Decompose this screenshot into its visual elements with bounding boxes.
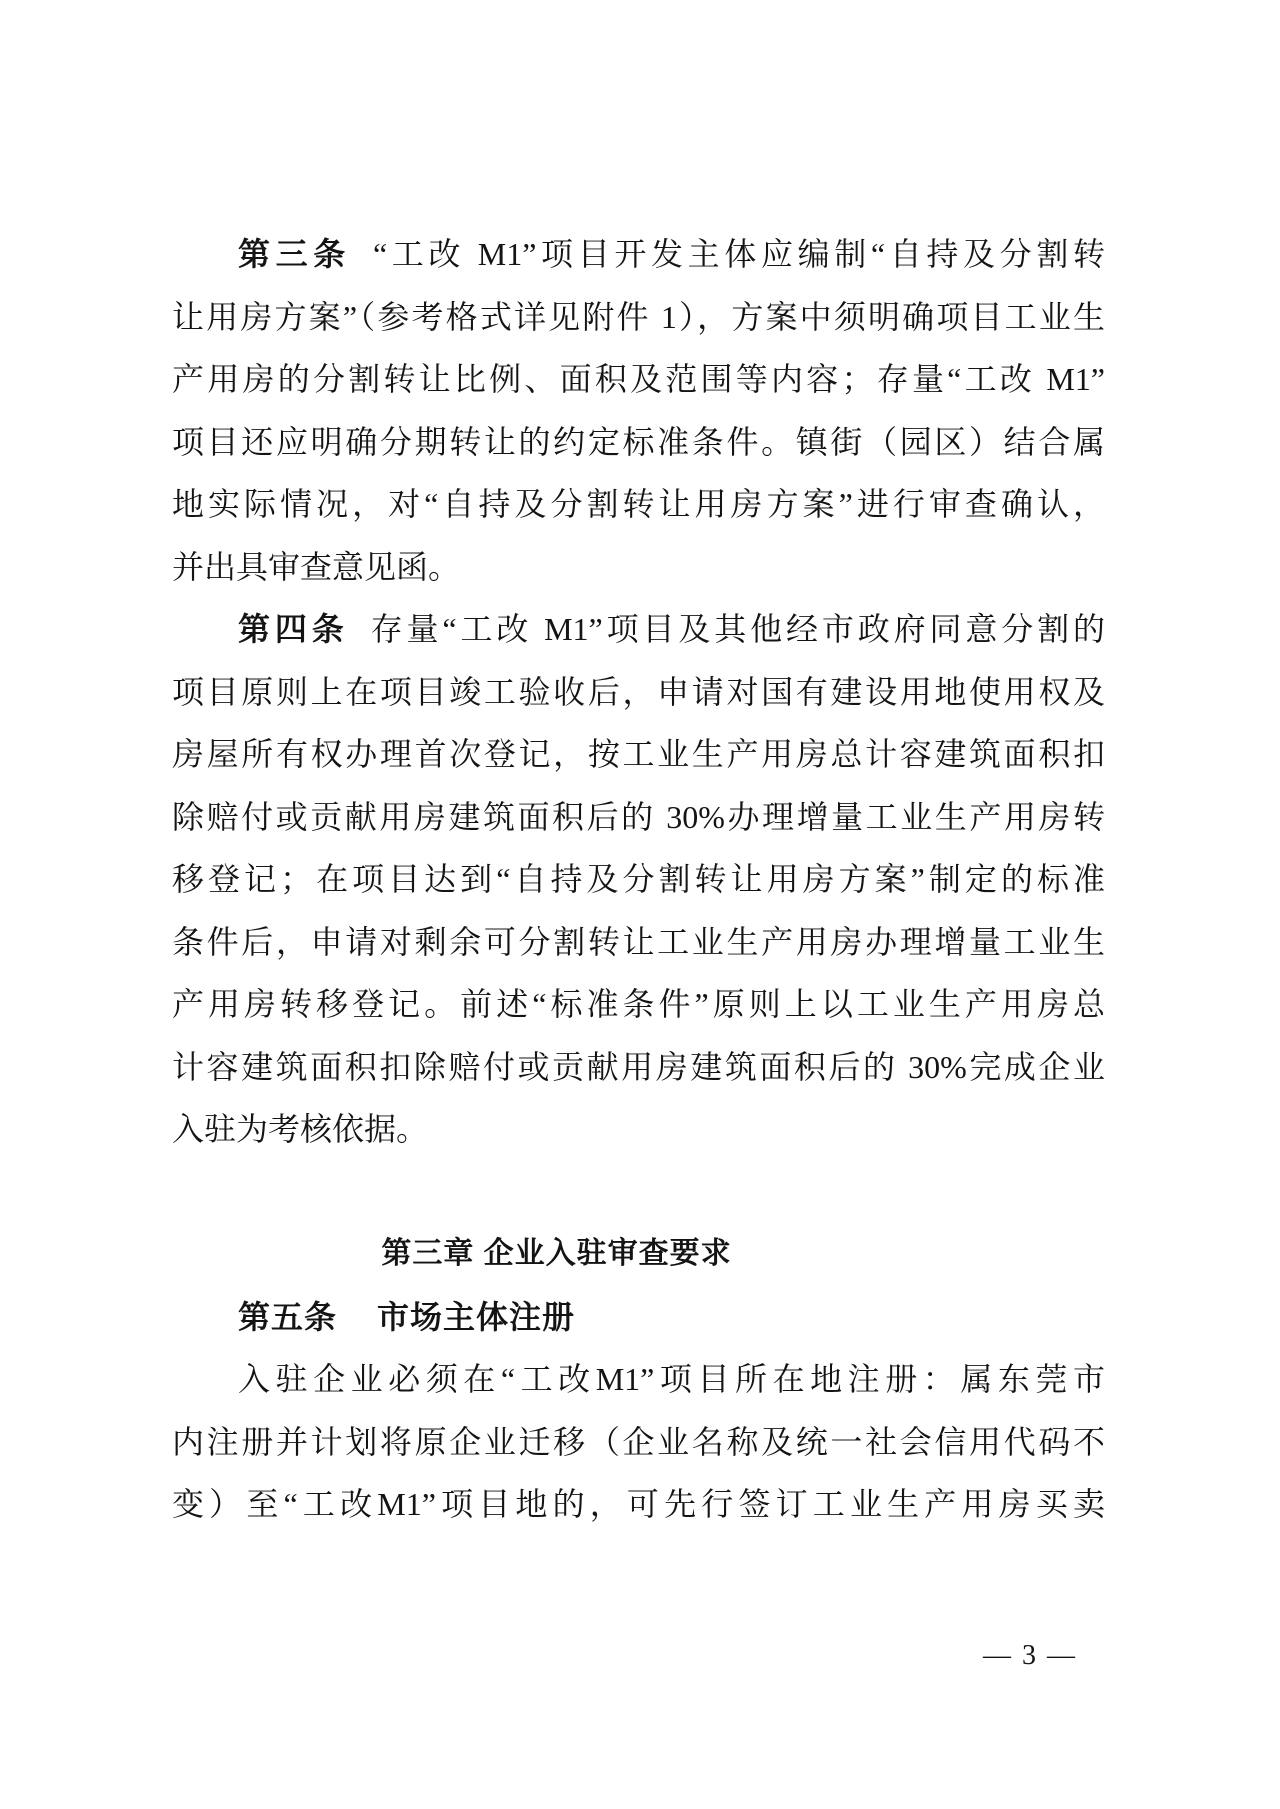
- article-5-title: 市场主体注册: [377, 1298, 576, 1335]
- article-4-line-7: 产用房转移登记。前述“标准条件”原则上以工业生产用房总: [172, 986, 1105, 1022]
- article-3-line-2: 让用房方案”（参考格式详见附件 1），方案中须明确项目工业生: [172, 298, 1105, 335]
- article-3-line-1: [172, 223, 1105, 286]
- document-body: [172, 223, 1105, 1536]
- article-3-number: 第三条: [238, 236, 351, 272]
- article-5-line-1: 入驻企业必须在“工改M1”项目所在地注册：属东莞市: [238, 1361, 1105, 1397]
- article-3-line-1-text: “工改 M1”项目开发主体应编制“自持及分割转: [372, 236, 1105, 272]
- article-4-line-3: 房屋所有权办理首次登记，按工业生产用房总计容建筑面积扣: [172, 736, 1105, 772]
- article-4-line-9: 入驻为考核依据。: [172, 1111, 429, 1147]
- article-4-line-4: 除赔付或贡献用房建筑面积后的 30%办理增量工业生产用房转: [172, 798, 1105, 835]
- article-5-line-2: 内注册并计划将原企业迁移（企业名称及统一社会信用代码不: [172, 1423, 1105, 1460]
- article-5-line-3: 变）至“工改M1”项目地的，可先行签订工业生产用房买卖: [172, 1486, 1105, 1522]
- article-4-line-8: 计容建筑面积扣除赔付或贡献用房建筑面积后的 30%完成企业: [172, 1048, 1105, 1085]
- article-4-line-6: 条件后，申请对剩余可分割转让工业生产用房办理增量工业生: [172, 923, 1105, 960]
- article-4-line-1-text: 存量“工改 M1”项目及其他经市政府同意分割的: [370, 611, 1105, 647]
- blank-line: [172, 1161, 1105, 1224]
- article-5-number: 第五条: [238, 1298, 338, 1335]
- article-3-line-3: 产用房的分割转让比例、面积及范围等内容；存量“工改 M1”: [172, 361, 1105, 397]
- article-4-line-2: 项目原则上在项目竣工验收后，申请对国有建设用地使用权及: [172, 673, 1105, 710]
- article-3-line-5: 地实际情况，对“自持及分割转让用房方案”进行审查确认，: [172, 486, 1105, 522]
- article-4-number: 第四条: [238, 611, 349, 647]
- article-4-line-1: [172, 598, 1105, 661]
- chapter-3-heading: 第三章 企业入驻审查要求: [381, 1237, 732, 1270]
- article-5-heading-line: [172, 1286, 1105, 1349]
- page-number: — 3 —: [983, 1640, 1077, 1671]
- article-3-line-4: 项目还应明确分期转让的约定标准条件。镇街（园区）结合属: [172, 423, 1105, 460]
- article-4-line-5: 移登记；在项目达到“自持及分割转让用房方案”制定的标准: [172, 861, 1105, 897]
- article-3-line-6: 并出具审查意见函。: [172, 548, 461, 585]
